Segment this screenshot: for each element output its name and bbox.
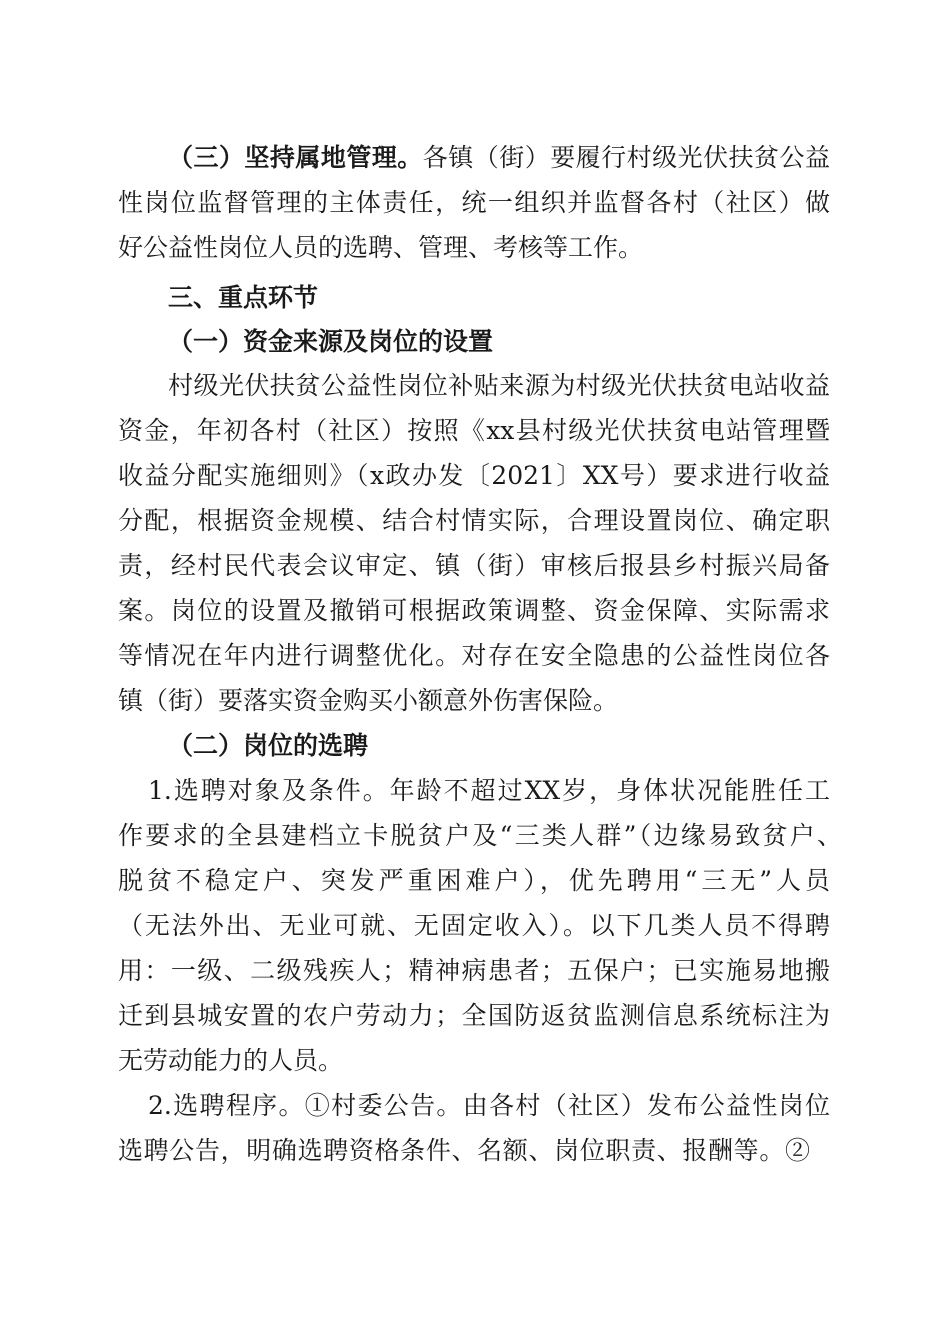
paragraph-line: 作要求的全县建档立卡脱贫户及“三类人群”（边缘易致贫户、: [118, 821, 842, 850]
paragraph-line: 等情况在年内进行调整优化。对存在安全隐患的公益性岗位各: [118, 641, 830, 670]
paragraph-line: 选聘公告，明确选聘资格条件、名额、岗位职责、报酬等。②: [118, 1136, 810, 1165]
paragraph-line: 镇（街）要落实资金购买小额意外伤害保险。: [118, 686, 619, 715]
paragraph-line: 2.选聘程序。①村委公告。由各村（社区）发布公益性岗位: [148, 1091, 830, 1120]
paragraph-line: [168, 142, 830, 174]
paragraph-line: 案。岗位的设置及撤销可根据政策调整、资金保障、实际需求: [118, 596, 830, 625]
paragraph-line: 收益分配实施细则》（x政办发〔2021〕XX号）要求进行收益: [118, 461, 830, 490]
section-heading: 三、重点环节: [168, 283, 319, 312]
paragraph-line: 村级光伏扶贫公益性岗位补贴来源为村级光伏扶贫电站收益: [168, 371, 830, 400]
paragraph-line: 资金，年初各村（社区）按照《xx县村级光伏扶贫电站管理暨: [118, 416, 830, 445]
paragraph-line: 用：一级、二级残疾人；精神病患者；五保户；已实施易地搬: [118, 956, 830, 985]
paragraph-line: 无劳动能力的人员。: [118, 1046, 344, 1075]
paragraph-line: 迁到县城安置的农户劳动力；全国防返贫监测信息系统标注为: [118, 1001, 830, 1030]
paragraph-line: 性岗位监督管理的主体责任，统一组织并监督各村（社区）做: [118, 188, 830, 217]
paragraph-line: 脱贫不稳定户、突发严重困难户），优先聘用“三无”人员: [118, 866, 830, 895]
paragraph-line: 1.选聘对象及条件。年龄不超过XX岁，身体状况能胜任工: [148, 776, 830, 805]
paragraph-line: 责，经村民代表会议审定、镇（街）审核后报县乡村振兴局备: [118, 551, 830, 580]
paragraph-text: 各镇（街）要履行村级光伏扶贫公益: [422, 143, 830, 172]
subsection-heading: （一）资金来源及岗位的设置: [168, 327, 494, 356]
paragraph-line: 好公益性岗位人员的选聘、管理、考核等工作。: [118, 233, 644, 262]
paragraph-line: （无法外出、无业可就、无固定收入）。以下几类人员不得聘: [118, 911, 830, 940]
subsection-heading: （二）岗位的选聘: [168, 731, 369, 760]
section-label: （三）坚持属地管理。: [168, 143, 423, 172]
paragraph-line: 分配，根据资金规模、结合村情实际，合理设置岗位、确定职: [118, 506, 830, 535]
